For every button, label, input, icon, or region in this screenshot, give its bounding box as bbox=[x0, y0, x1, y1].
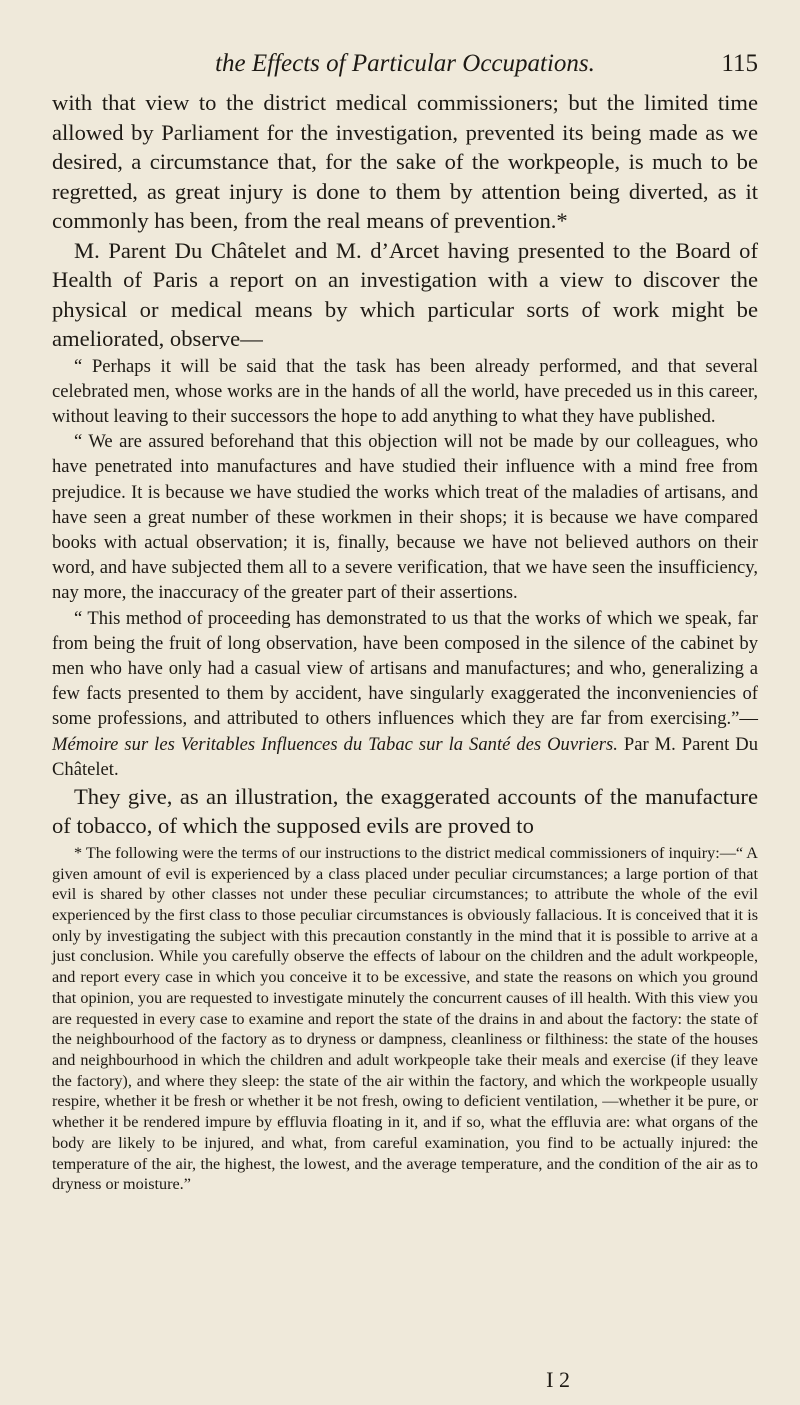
page-header bbox=[52, 50, 758, 80]
citation-author: Par M. Parent Du Châtelet. bbox=[52, 733, 758, 780]
signature-mark: I 2 bbox=[546, 1367, 570, 1392]
quote-paragraph-3 bbox=[52, 606, 758, 782]
footnote-text: * The following were the terms of our instructions to the district medical commissioners of inquiry:—“ A given amount of evil is experienced by a class placed under peculiar circumstances; a large portion of that evil is shared by other classes not under these peculiar circumstances; to attribute the whole of the evil experienced by the first class to those peculiar circumstances is obviously fallacious. It is conceived that it is only by investigating the subject with this precaution constantly in the mind that it is possible to arrive at a just conclusion. While you carefully observe the effects of labour on the children and the adult workpeople, and report every case in which you conceive it to be excessive, and state the reasons on which you ground that opinion, you are requested to investigate minutely the concurrent causes of ill health. With this view you are requested in every case to examine and report the state of the drains in and about the factory: the state of the neighbourhood of the factory as to dryness or dampness, cleanliness or filthiness: the state of the houses and neighbourhood in which the children and adult workpeople take their meals and exercise (if they leave the factory), and where they sleep: the state of the air within the factory, and which the workpeople usually respire, whether it be fresh or whether it be not fresh, owing to deficient ventilation, —whether it be pure, or whether it be rendered impure by effluvia floating in it, and if so, what the effluvia are: what organs of the body are likely to be injured, and what, from careful examination, you find to be actually injured: the temperature of the air, the highest, the lowest, and the average temperature, and the condition of the air as to dryness or moisture.” bbox=[52, 843, 758, 1194]
page-number: 115 bbox=[721, 50, 758, 77]
quote-paragraph-3-text: “ This method of proceeding has demonstrated to us that the works of which we speak, far from being the fruit of long observation, have been composed in the silence of the cabinet by men who have only had a casual view of artisans and manufactures; and who, generalizing a few facts presented to them by accident, have singularly exaggerated the inconveniencies of some professions, and attributed to others influences which they are far from exercising.”— bbox=[52, 607, 758, 730]
running-title: the Effects of Particular Occupations. bbox=[215, 50, 595, 77]
footnote bbox=[52, 843, 758, 1195]
main-text bbox=[52, 88, 758, 354]
paragraph-report-intro: M. Parent Du Châtelet and M. d’Arcet having presented to the Board of Health of Paris a report on an investigation with a view to discover the physical or medical means by which particular sorts of work might be ameliorated, observe— bbox=[52, 237, 758, 351]
main-text-continued bbox=[52, 782, 758, 841]
quote-paragraph-2: “ We are assured beforehand that this objection will not be made by our colleagues, who have penetrated into manufactures and have studied their influence with a mind free from prejudice. It is because we have studied the works which treat of the maladies of artisans, and have seen a great number of these workmen in their shops; it is because we have compared books with actual observation; it is, finally, because we have not believed authors on their word, and have subjected them all to a severe verification, that we have seen the insufficiency, nay more, the inaccuracy of the greater part of their assertions. bbox=[52, 431, 758, 604]
citation-title: Mémoire sur les Veritables Influences du Tabac sur la Santé des Ouvriers. bbox=[52, 733, 618, 755]
block-quote bbox=[52, 354, 758, 782]
quote-paragraph-1: “ Perhaps it will be said that the task has been already performed, and that several celebrated men, whose works are in the hands of all the world, have preceded us in this career, without leaving to their successors the hope to add anything to what they have published. bbox=[52, 355, 758, 427]
paragraph-continued: with that view to the district medical commissioners; but the limited time allowed by Parliament for the investigation, prevented its being made as we desired, a circumstance that, for the sake of the workpeople, is much to be regretted, as great injury is done to them by attention being diverted, as it commonly has been, from the real means of prevention.* bbox=[52, 90, 758, 233]
paragraph-tobacco: They give, as an illustration, the exaggerated accounts of the manufacture of tobacco, of which the supposed evils are proved to bbox=[52, 783, 758, 839]
